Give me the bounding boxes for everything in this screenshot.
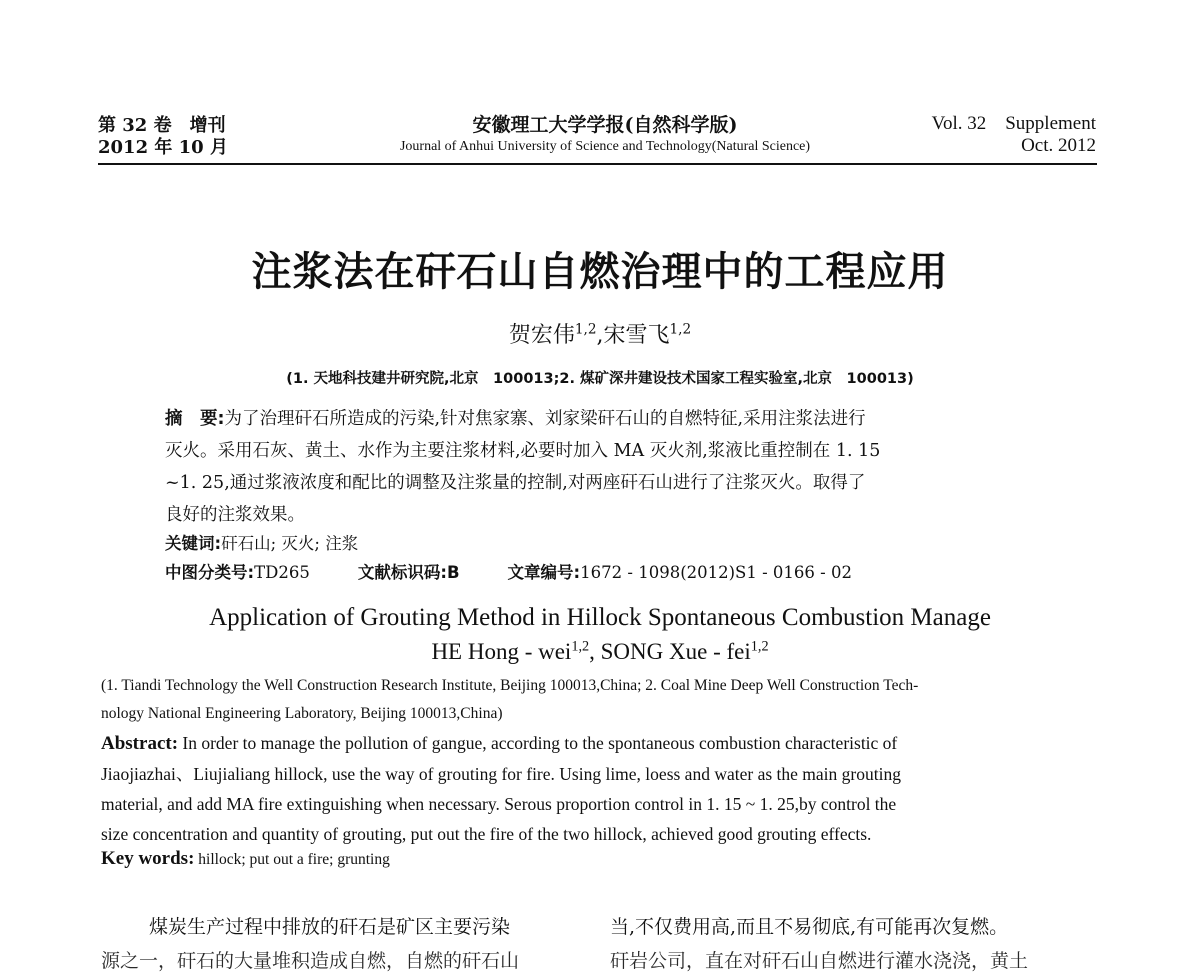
journal-name bbox=[320, 113, 890, 157]
journal-name-en: Journal of Anhui University of Science and Technology(Natural Science) bbox=[399, 139, 811, 154]
volume-en: Vol. 32 Supplement bbox=[931, 113, 1096, 134]
date-en: Oct. 2012 bbox=[1021, 135, 1096, 156]
abstract-cn-label: 摘 要: bbox=[165, 409, 225, 429]
header-volume-date-en bbox=[932, 113, 1096, 157]
abstract-en-line bbox=[101, 728, 1101, 759]
header-volume-date-cn bbox=[98, 115, 228, 159]
body-paragraph-line: 矸岩公司，直在对矸石山自燃进行灌水浇浇，黄土 bbox=[610, 950, 1029, 972]
keywords-cn-label: 关键词: bbox=[165, 534, 222, 553]
abstract-en-line: size concentration and quantity of grouting, put out the fire of the two hillock, achieved good grouting effects. bbox=[101, 824, 872, 844]
abstract-cn bbox=[165, 403, 1045, 531]
volume-cn: 第 32 卷 增刊 bbox=[98, 115, 226, 136]
affiliation-cn: (1. 天地科技建井研究院,北京 100013;2. 煤矿深井建设技术国家工程实验室,北京 100013) bbox=[286, 371, 914, 387]
body-column-right bbox=[610, 910, 1100, 978]
author-name: SONG Xue - fei bbox=[600, 639, 751, 664]
abstract-cn-line bbox=[165, 403, 1045, 435]
abstract-en bbox=[101, 728, 1101, 849]
author-affil-sup: 1,2 bbox=[669, 321, 692, 338]
body-paragraph-line: 源之一，矸石的大量堆积造成自燃，自燃的矸石山 bbox=[101, 950, 520, 972]
author-affil-sup: 1,2 bbox=[571, 638, 590, 655]
keywords-en-value: hillock; put out a fire; grunting bbox=[198, 851, 390, 868]
affiliation-en-line: (1. Tiandi Technology the Well Construction Research Institute, Beijing 100013,China; 2. Coal Mine Deep Well Construction Tech- bbox=[101, 677, 919, 694]
date-cn: 2012 年 10 月 bbox=[98, 137, 228, 158]
affiliation-en bbox=[101, 672, 1101, 728]
abstract-en-label: Abstract: bbox=[101, 733, 179, 754]
abstract-cn-text: 为了治理矸石所造成的污染,针对焦家寨、刘家梁矸石山的自燃特征,采用注浆法进行 bbox=[224, 409, 866, 429]
author-separator: , bbox=[589, 639, 601, 664]
authors-en bbox=[0, 639, 1200, 665]
keywords-en-label: Key words: bbox=[101, 848, 195, 869]
affiliation-en-line: nology National Engineering Laboratory, Beijing 100013,China) bbox=[101, 705, 503, 722]
abstract-cn-line: ~1. 25,通过浆液浓度和配比的调整及注浆量的控制,对两座矸石山进行了注浆灭火。取得了 bbox=[165, 473, 866, 493]
keywords-en bbox=[101, 848, 390, 870]
clc-value: TD265 bbox=[254, 563, 310, 582]
abstract-en-line: Jiaojiazhai、Liujialiang hillock, use the way of grouting for fire. Using lime, loess and water as the main grouting bbox=[101, 764, 901, 784]
doc-code-value: B bbox=[446, 563, 460, 582]
article-no-label: 文章编号: bbox=[507, 563, 581, 582]
author-name: 贺宏伟 bbox=[508, 323, 575, 348]
author-affil-sup: 1,2 bbox=[750, 638, 769, 655]
body-paragraph-line: 当,不仅费用高,而且不易彻底,有可能再次复燃。 bbox=[610, 916, 1009, 938]
doc-code-label: 文献标识码: bbox=[357, 563, 447, 582]
author-separator: , bbox=[596, 323, 604, 348]
paper-title-en: Application of Grouting Method in Hillock Spontaneous Combustion Manage bbox=[209, 604, 991, 631]
keywords-cn-value: 矸石山; 灭火; 注浆 bbox=[221, 534, 359, 553]
abstract-cn-line: 良好的注浆效果。 bbox=[165, 505, 305, 525]
author-name: 宋雪飞 bbox=[603, 323, 670, 348]
author-affil-sup: 1,2 bbox=[574, 321, 597, 338]
abstract-en-line: material, and add MA fire extinguishing when necessary. Serous proportion control in 1. 15 ~ 1. 25,by control the bbox=[101, 794, 897, 814]
header-rule bbox=[98, 163, 1097, 165]
article-no-value: 1672 - 1098(2012)S1 - 0166 - 02 bbox=[580, 563, 852, 582]
clc-label: 中图分类号: bbox=[165, 563, 255, 582]
abstract-cn-line: 灭火。采用石灰、黄土、水作为主要注浆材料,必要时加入 MA 灭火剂,浆液比重控制在 1. 15 bbox=[165, 441, 881, 461]
author-name: HE Hong - wei bbox=[431, 639, 572, 664]
paper-title-cn: 注浆法在矸石山自燃治理中的工程应用 bbox=[251, 249, 949, 295]
body-column-left bbox=[101, 910, 581, 978]
abstract-en-text: In order to manage the pollution of gangue, according to the spontaneous combustion characteristic of bbox=[182, 733, 898, 753]
body-paragraph-line: 煤炭生产过程中排放的矸石是矿区主要污染 bbox=[149, 916, 511, 938]
authors-cn bbox=[0, 318, 1200, 349]
keywords-cn bbox=[165, 530, 358, 554]
classification-line bbox=[165, 559, 852, 583]
journal-name-cn: 安徽理工大学学报(自然科学版) bbox=[472, 114, 738, 136]
